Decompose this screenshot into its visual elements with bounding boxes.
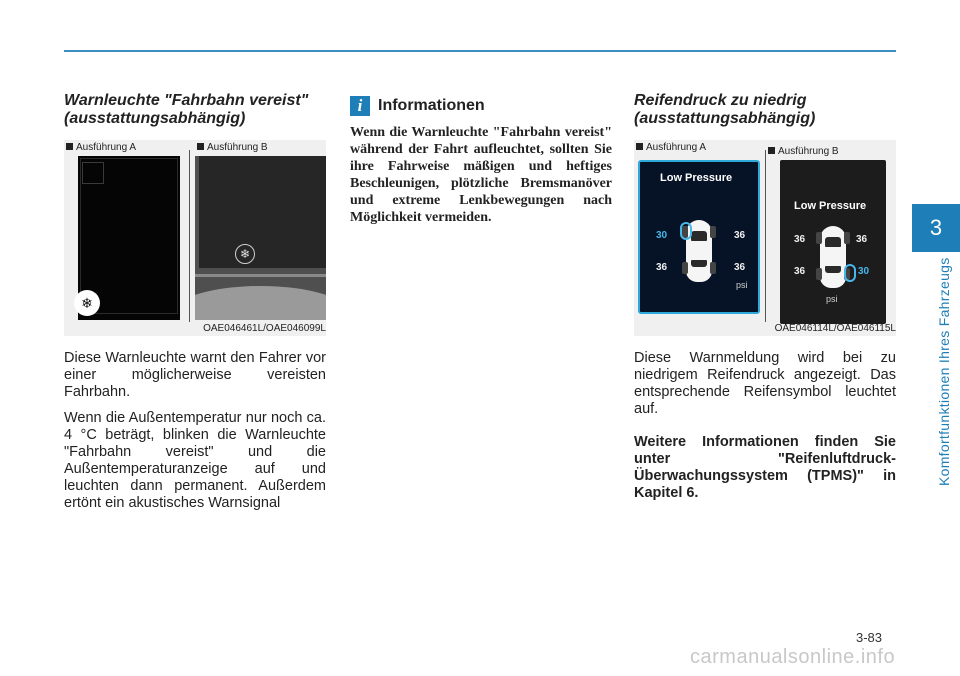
car-top-view-icon — [820, 226, 846, 288]
figure-caption: OAE046114L/OAE046115L — [774, 323, 896, 334]
chapter-side-title: Komfortfunktionen Ihres Fahrzeugs — [936, 257, 952, 486]
variant-a-label: Ausführung A — [66, 142, 136, 153]
tpms-display-variant-a — [638, 160, 760, 314]
tire-fr-value: 36 — [856, 234, 868, 245]
page-number: 3-83 — [856, 630, 883, 645]
figure-divider — [765, 150, 766, 322]
low-pressure-figure — [634, 140, 896, 336]
title-line-1: Warnleuchte "Fahrbahn vereist" — [64, 92, 309, 109]
title-line-1: Reifendruck zu niedrig — [634, 92, 807, 109]
road-ice-paragraph-1: Diese Warnleuchte warnt den Fahrer vor einer möglicherweise vereisten Fahrbahn. — [64, 350, 326, 400]
variant-a-label: Ausführung A — [636, 142, 706, 153]
header-rule — [64, 50, 896, 52]
variant-b-label: Ausführung B — [768, 146, 839, 157]
info-box — [350, 96, 612, 226]
tire-rr-value: 36 — [734, 262, 746, 273]
road-ice-figure — [64, 140, 326, 336]
tire-rl-value: 36 — [794, 266, 806, 277]
variant-b-label: Ausführung B — [197, 142, 268, 153]
cluster-variant-b — [195, 156, 326, 320]
section-low-pressure-title — [634, 92, 896, 128]
low-pressure-title: Low Pressure — [660, 172, 733, 184]
low-pressure-paragraph-2: Weitere Informationen finden Sie unter "Reifenluftdruck-Überwachungssystem (TPMS)" in Kapitel 6. — [634, 434, 896, 501]
tpms-display-variant-b — [780, 160, 886, 324]
title-line-2: (ausstattungsabhängig) — [634, 110, 816, 127]
low-pressure-paragraph-1: Diese Warnmeldung wird bei zu niedrigem Reifendruck angezeigt. Das entsprechende Reifensymbol leuchtet auf. — [634, 350, 896, 417]
figure-caption: OAE046461L/OAE046099L — [203, 323, 326, 334]
cluster-square-element — [82, 162, 104, 184]
tire-fl-value: 30 — [656, 230, 668, 241]
unit-label: psi — [736, 280, 748, 290]
road-ice-paragraph-2: Wenn die Außentemperatur nur noch ca. 4 °C beträgt, blinken die Warnleuchte "Fahrbahn vereist" und die Außentemperaturanzeige auf und leuchten dann permanent. Außerdem ertönt ein akustisches Warnsignal — [64, 410, 326, 511]
title-line-2: (ausstattungsabhängig) — [64, 110, 246, 127]
cluster-display — [199, 156, 326, 268]
snowflake-icon: ❄ — [235, 244, 255, 264]
figure-divider — [189, 150, 190, 322]
chapter-tab[interactable]: 3 — [912, 204, 960, 252]
low-tire-indicator-icon — [680, 222, 692, 240]
section-road-ice-title — [64, 92, 326, 128]
cluster-curve — [195, 286, 326, 320]
tire-fl-value: 36 — [794, 234, 806, 245]
low-tire-indicator-icon — [844, 264, 856, 282]
watermark: carmanualsonline.info — [690, 646, 896, 668]
section-road-ice — [64, 92, 326, 512]
snowflake-icon: ❄ — [74, 290, 100, 316]
tire-fr-value: 36 — [734, 230, 746, 241]
tire-rr-value: 30 — [858, 266, 870, 277]
info-body: Wenn die Warnleuchte "Fahrbahn vereist" während der Fahrt aufleuchtet, sollten Sie ihre Fahrweise mäßigen und heftiges Beschleunigen, plötzliche Bremsmanöver und extreme Lenkbewegungen nach Möglichkeit vermeiden. — [350, 125, 612, 225]
info-title: Informationen — [378, 97, 485, 114]
low-pressure-title: Low Pressure — [794, 200, 867, 212]
info-header — [350, 96, 612, 116]
unit-label: psi — [826, 294, 838, 304]
tire-rl-value: 36 — [656, 262, 668, 273]
info-icon: i — [350, 96, 370, 116]
section-low-pressure — [634, 92, 896, 502]
cluster-stripe — [195, 274, 326, 277]
